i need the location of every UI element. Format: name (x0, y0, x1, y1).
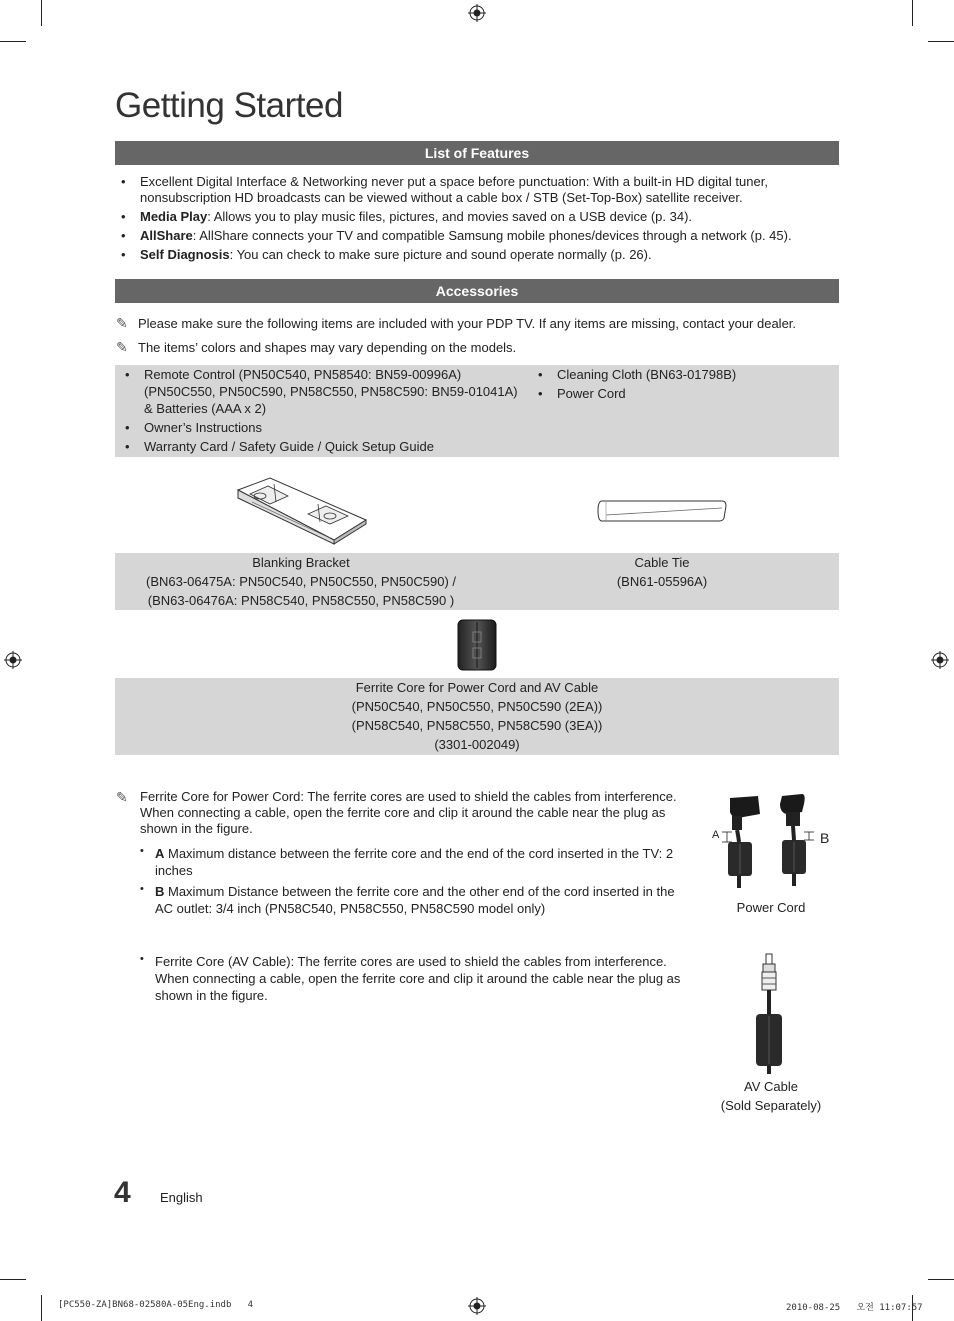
list-item: • Ferrite Core (AV Cable): The ferrite cores are used to shield the cables from interference. When connecting a cable, open the ferrite core and clip it around the cable near the plug as shown in the figure. (140, 953, 692, 1004)
crop-mark (912, 0, 913, 26)
ferrite-core-image (456, 618, 498, 672)
list-item: • Media Play: Allows you to play music files, pictures, and movies saved on a USB device (p. 34). (120, 209, 810, 225)
page-title: Getting Started (115, 86, 343, 125)
power-cord-caption: Power Cord (736, 900, 806, 915)
ferrite-core-caption: Ferrite Core for Power Cord and AV Cable (PN50C540, PN50C550, PN50C590 (2EA)) (PN58C540, PN58C550, PN58C590 (3EA)) (3301-002049) (351, 680, 603, 752)
crop-mark (928, 41, 954, 42)
av-cable-figure (748, 952, 792, 1076)
crop-mark (928, 1279, 954, 1280)
list-item: • Cleaning Cloth (BN63-01798B) (528, 366, 828, 383)
list-item: • Excellent Digital Interface & Networking never put a space before punctuation: With a built-in HD digital tuner, nonsubscription HD broadcasts can be viewed without a cable box / STB (Set-Top-Box) satellite receiver. (120, 174, 780, 206)
accessories-right-list (528, 366, 828, 404)
print-timestamp: 2010-08-25 오전 11:07:57 (786, 1303, 923, 1313)
page-language: English (160, 1190, 203, 1205)
power-cord-ferrite-note: ✎ Ferrite Core for Power Cord: The ferrite cores are used to shield the cables from interference. When connecting a cable, open the ferrite core and clip it around the cable near the plug as shown in the figure. (116, 789, 677, 836)
cable-tie-caption: Cable Tie (BN61-05596A) (616, 555, 708, 589)
figure-label-a: A (712, 829, 720, 841)
accessories-heading: Accessories (115, 279, 839, 303)
page-number: 4 (114, 1176, 131, 1209)
features-list (120, 174, 810, 266)
note-pencil-icon: ✎ (116, 315, 128, 331)
power-cord-figure (708, 790, 838, 890)
crop-mark (0, 41, 26, 42)
crop-mark (0, 1279, 26, 1280)
registration-mark-icon (4, 651, 22, 669)
list-item: • Power Cord (528, 385, 828, 402)
note-pencil-icon: ✎ (116, 339, 128, 355)
cable-tie-image (596, 498, 728, 524)
print-file-info: [PC550-ZA]BN68-02580A-05Eng.indb 4 (58, 1300, 254, 1310)
list-item: • Self Diagnosis: You can check to make sure picture and sound operate normally (p. 26). (120, 247, 810, 263)
features-heading: List of Features (115, 141, 839, 165)
accessories-list-box (115, 365, 839, 457)
bracket-cabletie-caption-box (115, 553, 839, 610)
list-item: • B Maximum Distance between the ferrite core and the other end of the cord inserted in the AC outlet: 3/4 inch (PN58C540, PN58C550, PN58C590 model only) (140, 883, 688, 917)
accessories-note: ✎ Please make sure the following items are included with your PDP TV. If any items are missing, contact your dealer. (116, 315, 797, 331)
registration-mark-icon (468, 1297, 486, 1315)
registration-mark-icon (931, 651, 949, 669)
crop-mark (41, 1295, 42, 1321)
list-item: • Owner’s Instructions (115, 419, 535, 436)
note-pencil-icon: ✎ (116, 789, 128, 805)
registration-mark-icon (468, 4, 486, 22)
list-item: • AllShare: AllShare connects your TV and compatible Samsung mobile phones/devices through a network (p. 45). (120, 228, 810, 244)
blanking-bracket-image (230, 474, 370, 546)
accessories-left-list (115, 366, 535, 457)
list-item: • Remote Control (PN50C540, PN58540: BN59-00996A) (PN50C550, PN50C590, PN58C550, PN58C590: BN59-01041A) & Batteries (AAA x 2) (115, 366, 525, 417)
av-cable-ferrite-list (140, 953, 692, 1008)
ferrite-distance-list (140, 845, 688, 921)
figure-label-b: B (820, 830, 830, 846)
av-cable-caption: AV Cable (Sold Separately) (720, 1079, 822, 1113)
ferrite-core-caption-box (115, 678, 839, 755)
crop-mark (41, 0, 42, 26)
list-item: • A Maximum distance between the ferrite core and the end of the cord inserted in the TV: 2 inches (140, 845, 688, 879)
accessories-note: ✎ The items’ colors and shapes may vary depending on the models. (116, 339, 517, 355)
list-item: • Warranty Card / Safety Guide / Quick Setup Guide (115, 438, 535, 455)
blanking-bracket-caption: Blanking Bracket (BN63-06475A: PN50C540, PN50C550, PN50C590) / (BN63-06476A: PN58C540, PN58C550, PN58C590 ) (145, 555, 456, 608)
